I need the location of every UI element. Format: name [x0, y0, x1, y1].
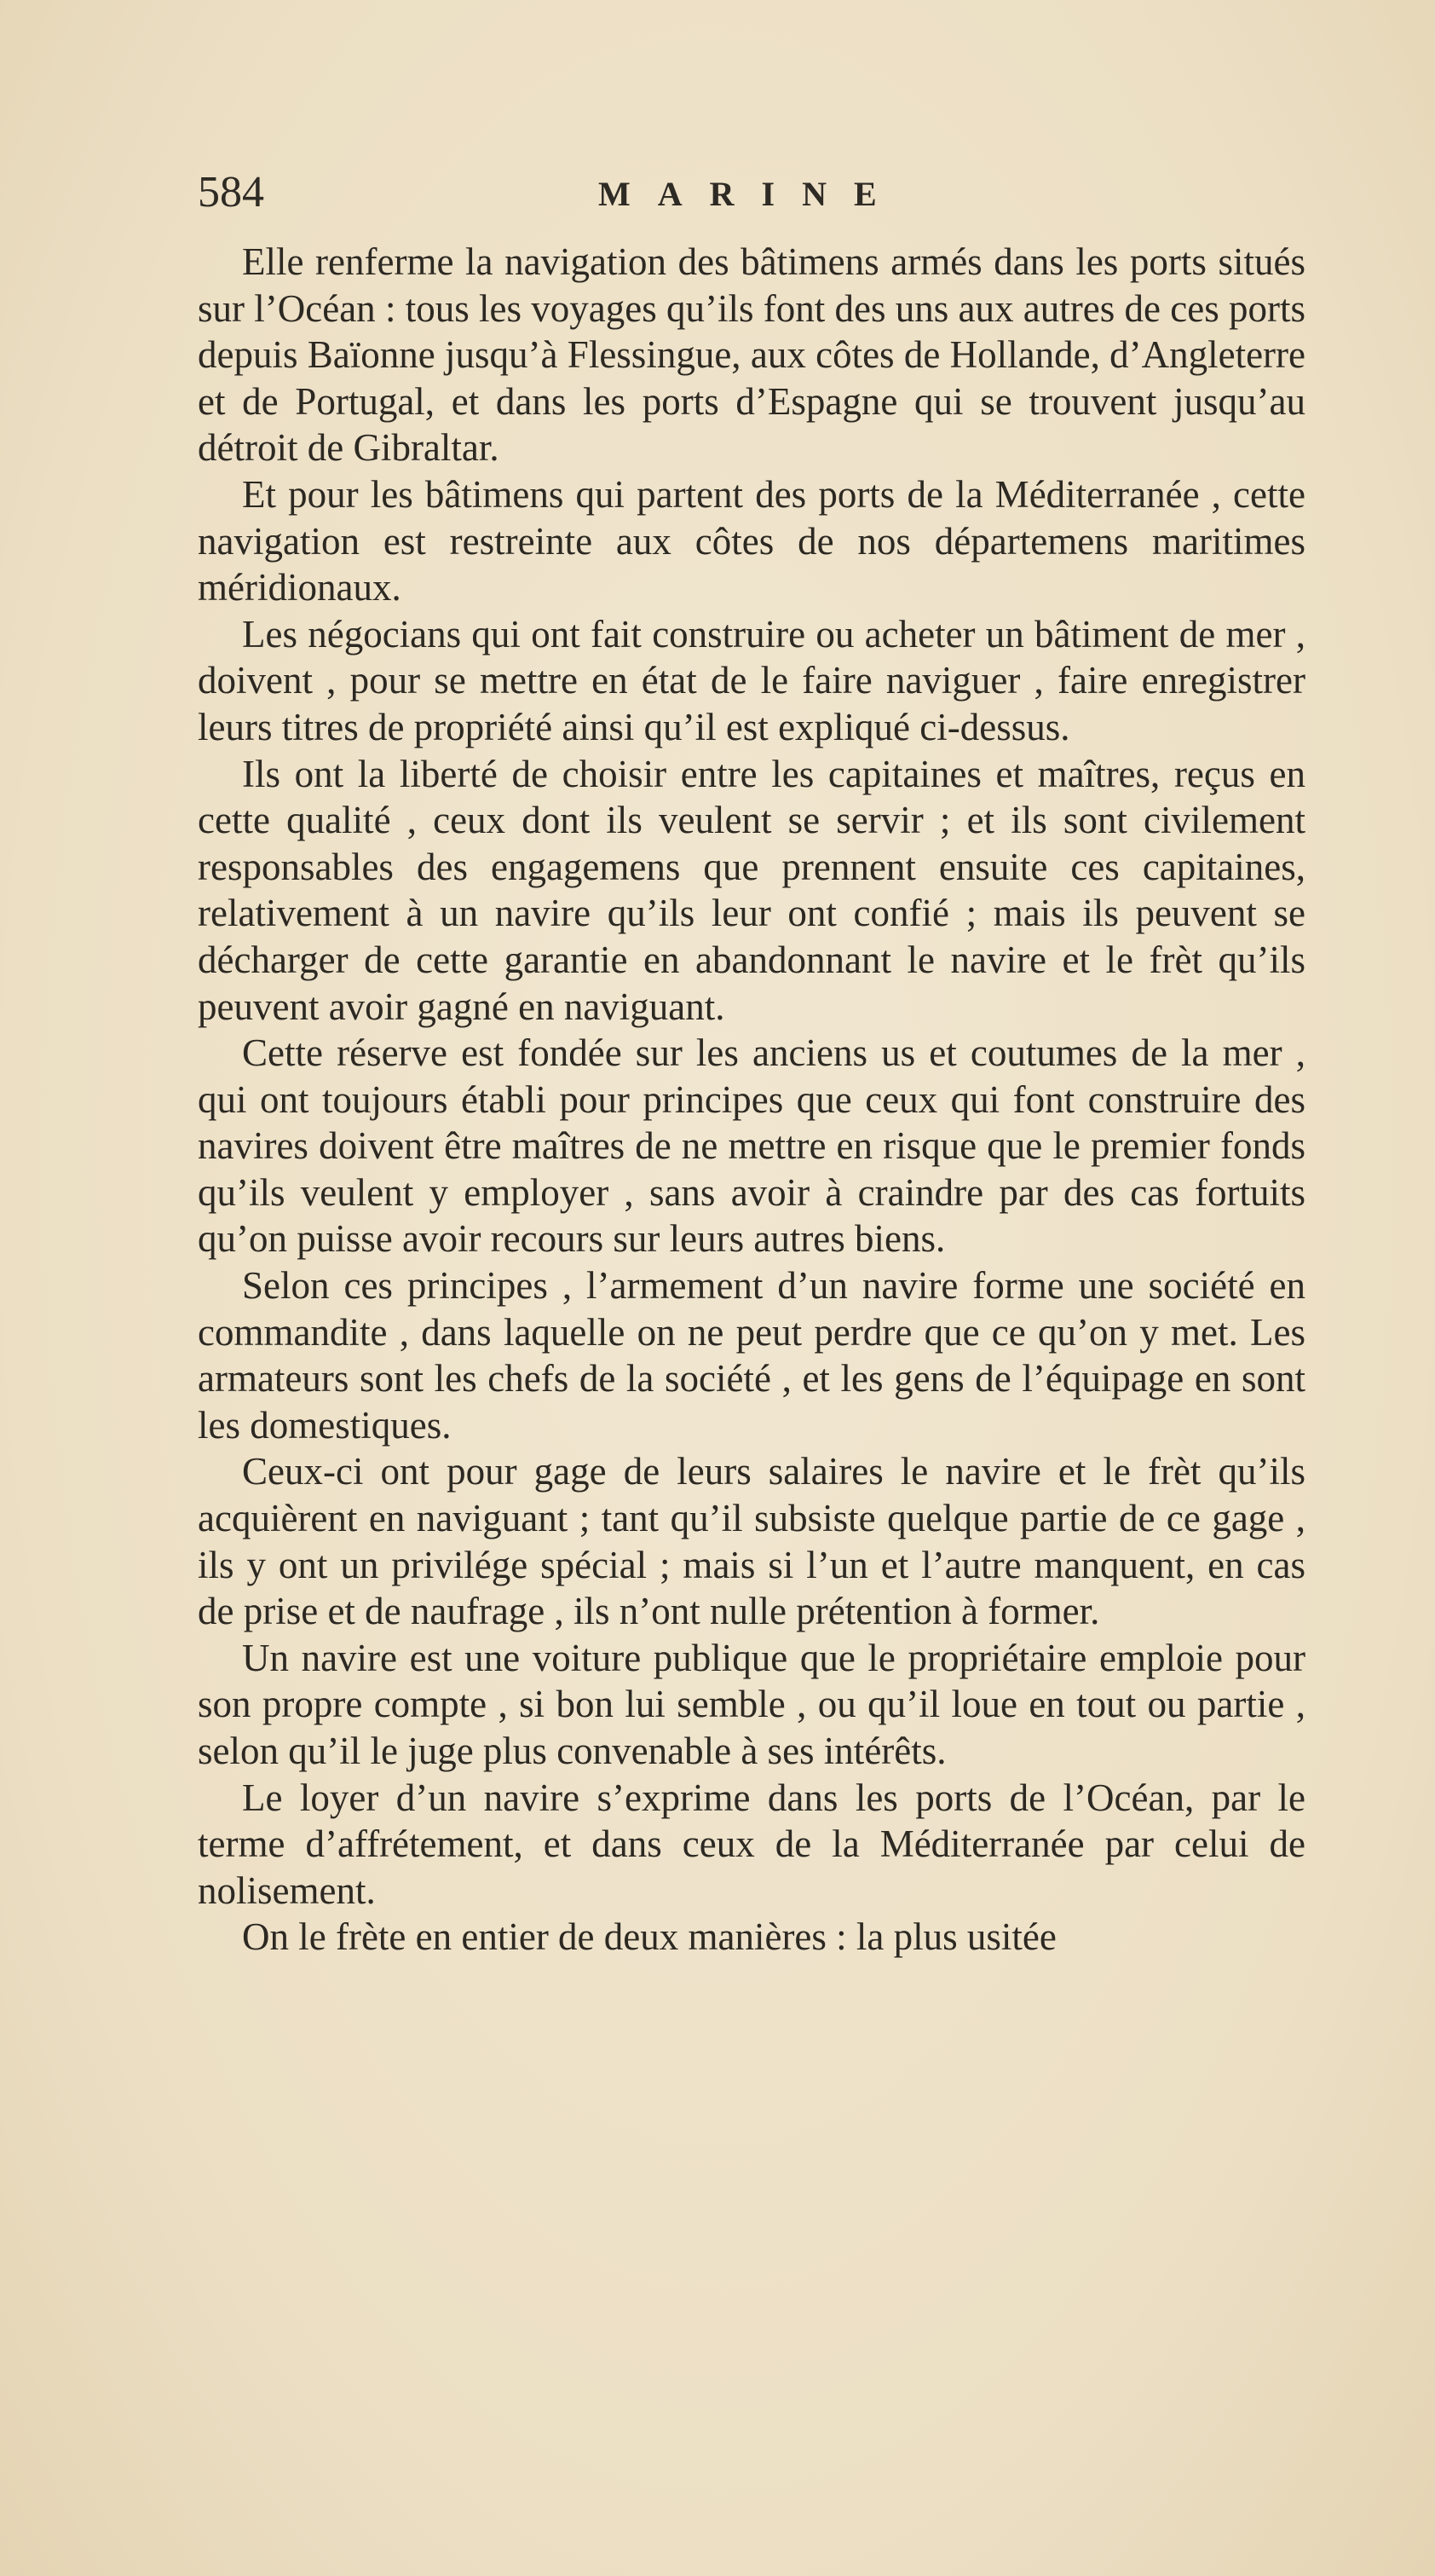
paragraph-3: Les négocians qui ont fait construire ou acheter un bâtiment de mer , doivent , pour se mettre en état de le faire naviguer , faire enregistrer leurs titres de propriété ainsi qu’il est expliqué ci-dessus. — [198, 612, 1305, 748]
paragraph-6: Selon ces principes , l’armement d’un navire forme une société en commandite , dans laquelle on ne peut perdre que ce qu’on y met. Les armateurs sont les chefs de la société , et les gens de l’équipage en sont les domestiques. — [198, 1264, 1305, 1447]
paragraph-4: Ils ont la liberté de choisir entre les capitaines et maîtres, reçus en cette qualité , ceux dont ils veulent se servir ; et ils sont civilement responsables des engagemens que prennent ensuite ces capitaines, relativement à un navire qu’ils leur ont confié ; mais ils peuvent se décharger de cette garantie en abandonnant le navire et le frèt qu’ils peuvent avoir gagné en naviguant. — [198, 752, 1305, 1028]
paragraph-8: Un navire est une voiture publique que le propriétaire emploie pour son propre compte , si bon lui semble , ou qu’il loue en tout ou partie , selon qu’il le juge plus convenable à ses intérêts. — [198, 1636, 1305, 1772]
body-text — [198, 239, 1305, 1961]
paragraph-5: Cette réserve est fondée sur les anciens us et coutumes de la mer , qui ont toujours établi pour principes que ceux qui font construire des navires doivent être maîtres de ne mettre en risque que le premier fonds qu’ils veulent y employer , sans avoir à craindre par des cas fortuits qu’on puisse avoir recours sur leurs autres biens. — [198, 1031, 1305, 1261]
page-header — [198, 167, 1305, 227]
paragraph-7: Ceux-ci ont pour gage de leurs salaires le navire et le frèt qu’ils acquièrent en naviguant ; tant qu’il subsiste quelque partie de ce gage , ils y ont un privilége spécial ; mais si l’un et l’autre manquent, en cas de prise et de naufrage , ils n’ont nulle prétention à former. — [198, 1450, 1305, 1633]
paragraph-1: Elle renferme la navigation des bâtimens armés dans les ports situés sur l’Océan : tous les voyages qu’ils font des uns aux autres de ces ports depuis Baïonne jusqu’à Flessingue, aux côtes de Hollande, d’Angleterre et de Portugal, et dans les ports d’Espagne qui se trouvent jusqu’au détroit de Gibraltar. — [198, 240, 1305, 470]
paragraph-9: Le loyer d’un navire s’exprime dans les ports de l’Océan, par le terme d’affrétement, et dans ceux de la Méditerranée par celui de nolisement. — [198, 1776, 1305, 1912]
running-head: MARINE — [598, 175, 904, 213]
paragraph-10: On le frète en entier de deux manières : la plus usitée — [242, 1915, 1057, 1959]
page-number: 584 — [198, 168, 264, 217]
paragraph-2: Et pour les bâtimens qui partent des ports de la Méditerranée , cette navigation est restreinte aux côtes de nos départemens maritimes méridionaux. — [198, 472, 1305, 609]
